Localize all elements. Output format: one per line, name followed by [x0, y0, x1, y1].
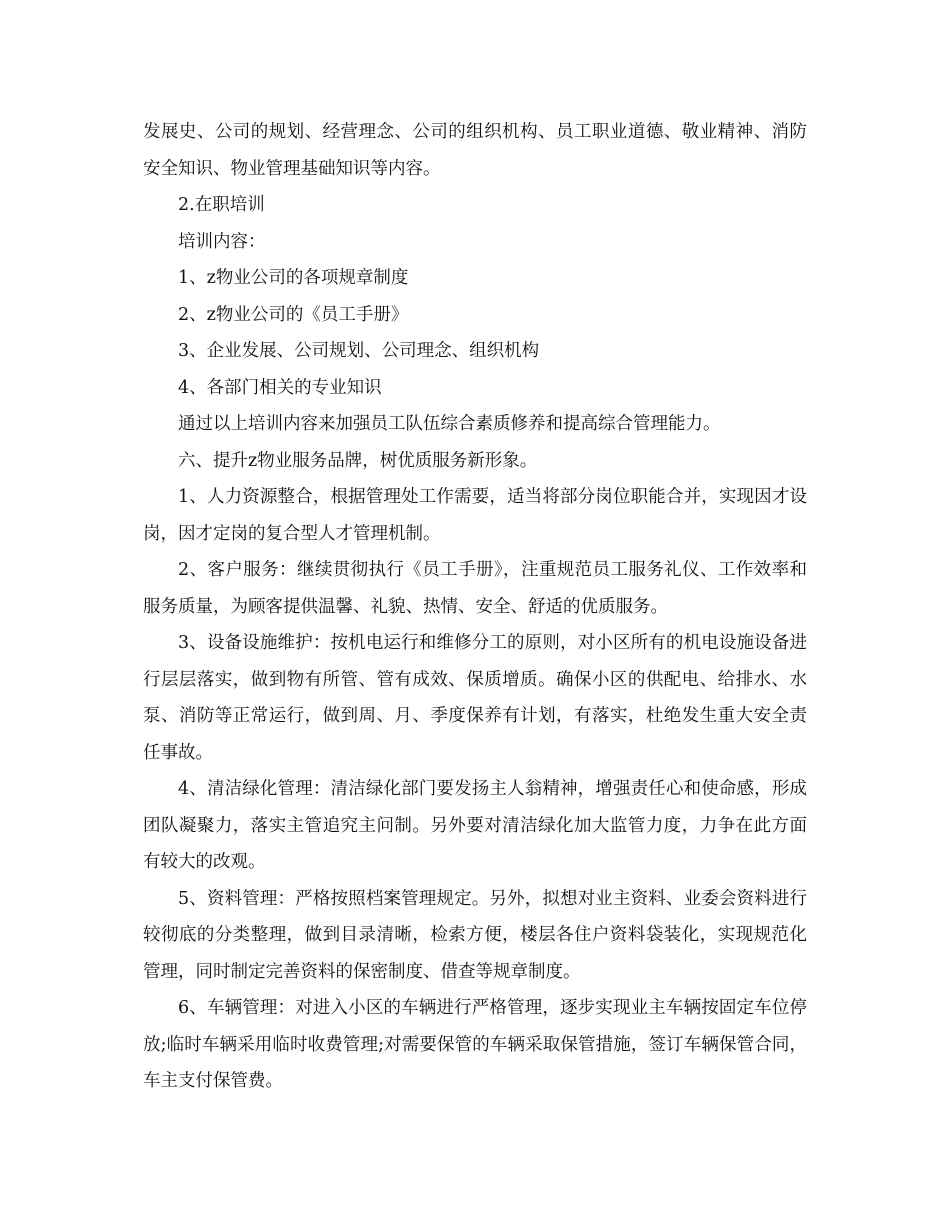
item-equipment-maintenance: 3、设备设施维护：按机电运行和维修分工的原则，对小区所有的机电设施设备进行层层落实，做到物有所管、管有成效、保质增质。确保小区的供配电、给排水、水泵、消防等正常运行，做到周、月、季度保养有计划，有落实，杜绝发生重大安全责任事故。: [143, 633, 807, 763]
item-records-management: 5、资料管理：严格按照档案管理规定。另外，拟想对业主资料、业委会资料进行较彻底的分类整理，做到目录清晰，检索方便，楼层各住户资料袋装化，实现规范化管理，同时制定完善资料的保密制度、借查等规章制度。: [143, 888, 807, 982]
paragraph-intro-continuation: 发展史、公司的规划、经营理念、公司的组织机构、员工职业道德、敬业精神、消防安全知识、物业管理基础知识等内容。: [143, 122, 807, 179]
training-summary: 通过以上培训内容来加强员工队伍综合素质修养和提高综合管理能力。: [178, 414, 721, 434]
training-item-2: 2、z物业公司的《员工手册》: [178, 304, 409, 325]
training-item-3: 3、企业发展、公司规划、公司理念、组织机构: [178, 341, 540, 361]
training-content-label: 培训内容：: [178, 231, 266, 252]
heading-onjob-training: 2.在职培训: [178, 195, 265, 215]
item-cleaning-greening: 4、清洁绿化管理：清洁绿化部门要发扬主人翁精神，增强责任心和使命感，形成团队凝聚力，落实主管追究主问制。另外要对清洁绿化加大监管力度，力争在此方面有较大的改观。: [143, 779, 807, 872]
document-body: [143, 114, 807, 1100]
section-six-heading: 六、提升z物业服务品牌，树优质服务新形象。: [178, 450, 538, 471]
item-vehicle-management: 6、车辆管理：对进入小区的车辆进行严格管理，逐步实现业主车辆按固定车位停放;临时车辆采用临时收费管理;对需要保管的车辆采取保管措施，签订车辆保管合同，车主支付保管费。: [143, 998, 807, 1091]
item-customer-service: 2、客户服务：继续贯彻执行《员工手册》，注重规范员工服务礼仪、工作效率和服务质量，为顾客提供温馨、礼貌、热情、安全、舒适的优质服务。: [143, 560, 807, 617]
item-hr-integration: 1、人力资源整合，根据管理处工作需要，适当将部分岗位职能合并，实现因才设岗，因才定岗的复合型人才管理机制。: [143, 487, 807, 544]
training-item-4: 4、各部门相关的专业知识: [178, 377, 382, 398]
training-item-1: 1、z物业公司的各项规章制度: [178, 268, 409, 288]
